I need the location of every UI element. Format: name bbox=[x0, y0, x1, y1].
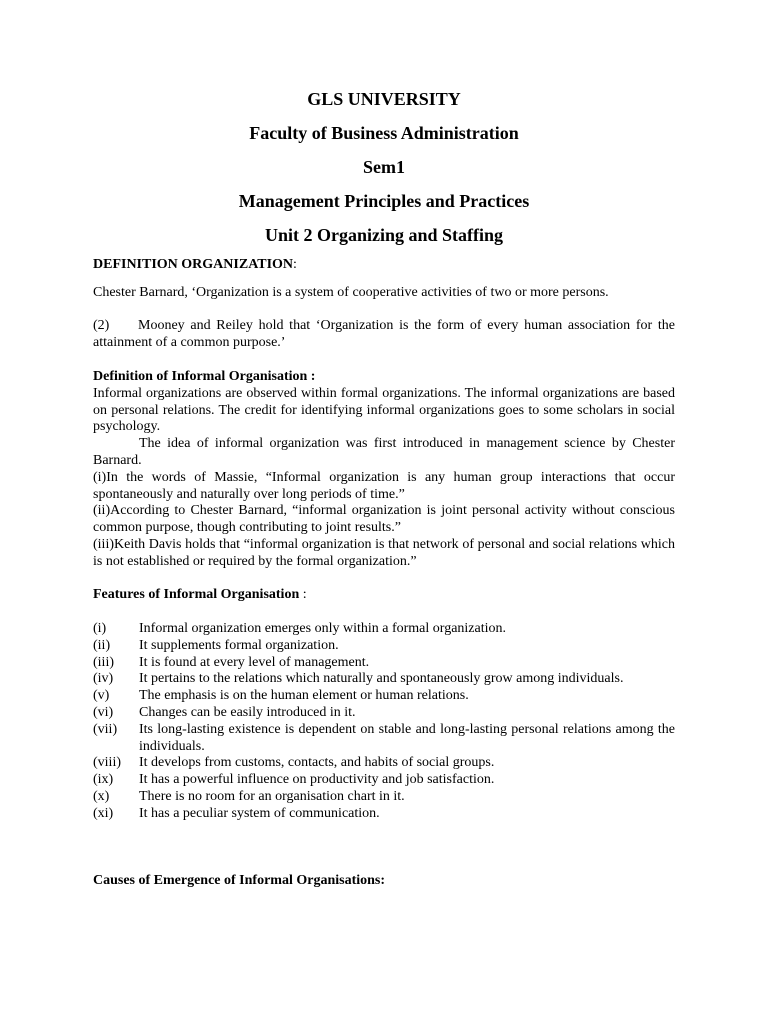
definition-heading: DEFINITION ORGANIZATION bbox=[93, 257, 294, 272]
features-heading-line bbox=[93, 587, 675, 604]
item-text: It supplements formal organization. bbox=[139, 637, 339, 653]
item-text: Its long-lasting existence is dependent on stable and long-lasting personal relations among the individuals. bbox=[139, 721, 675, 754]
item-text: It has a peculiar system of communication. bbox=[139, 805, 380, 821]
item-number: (v) bbox=[93, 688, 110, 704]
list-item bbox=[93, 755, 675, 772]
list-item bbox=[93, 638, 675, 655]
list-item bbox=[93, 671, 675, 688]
features-heading: Features of Informal Organisation bbox=[93, 587, 300, 602]
item-text: Changes can be easily introduced in it. bbox=[139, 704, 356, 720]
faculty-title: Faculty of Business Administration bbox=[249, 123, 519, 143]
item-number: (iv) bbox=[93, 671, 114, 687]
item-text: It pertains to the relations which naturally and spontaneously grow among individuals. bbox=[139, 671, 624, 687]
features-heading-colon: : bbox=[299, 587, 307, 602]
features-list bbox=[93, 621, 675, 823]
list-item bbox=[93, 688, 675, 705]
item-number: (ii) bbox=[93, 637, 111, 653]
item-text: Informal organization emerges only within a formal organization. bbox=[139, 621, 507, 636]
informal-paragraph-2-text: The idea of informal organization was first introduced in management science by Chester Barnard. bbox=[93, 436, 675, 468]
list-item bbox=[93, 621, 675, 638]
massie-quote: (i)In the words of Massie, “Informal organization is any human group interactions that occur spontaneously and naturally over long periods of time.” bbox=[93, 469, 675, 502]
item-number: (viii) bbox=[93, 755, 121, 771]
definition-heading-colon: : bbox=[293, 257, 297, 272]
item-text: It has a powerful influence on productivity and job satisfaction. bbox=[139, 772, 495, 788]
informal-definition-section bbox=[93, 369, 675, 571]
list-item bbox=[93, 772, 675, 789]
chester-definition: Chester Barnard, ‘Organization is a system of cooperative activities of two or more persons. bbox=[93, 285, 609, 300]
list-item bbox=[93, 806, 675, 823]
mooney-text: Mooney and Reiley hold that ‘Organization is the form of every human association for the attainment of a common purpose.’ bbox=[93, 318, 675, 350]
barnard-quote: (ii)According to Chester Barnard, “informal organization is joint personal activity without conscious common purpose, though contributing to joint results.” bbox=[93, 503, 675, 536]
list-item bbox=[93, 789, 675, 806]
list-item bbox=[93, 655, 675, 672]
mooney-definition bbox=[93, 318, 675, 352]
semester-title: Sem1 bbox=[363, 157, 405, 177]
causes-heading: Causes of Emergence of Informal Organisations: bbox=[93, 873, 386, 888]
item-number: (vii) bbox=[93, 721, 118, 737]
item-number: (x) bbox=[93, 788, 110, 804]
item-number: (ix) bbox=[93, 772, 114, 788]
item-number: (iii) bbox=[93, 654, 114, 670]
informal-heading: Definition of Informal Organisation : bbox=[93, 369, 316, 384]
item-text: It is found at every level of management. bbox=[139, 654, 370, 670]
university-title: GLS UNIVERSITY bbox=[307, 89, 461, 109]
unit-title: Unit 2 Organizing and Staffing bbox=[264, 225, 504, 245]
informal-paragraph-2 bbox=[93, 436, 675, 470]
davis-quote: (iii)Keith Davis holds that “informal organization is that network of personal and social relations which is not established or required by the formal organization.” bbox=[93, 536, 675, 569]
mooney-number: (2) bbox=[93, 318, 110, 333]
item-number: (vi) bbox=[93, 704, 114, 720]
list-item bbox=[93, 722, 675, 756]
course-title: Management Principles and Practices bbox=[238, 191, 530, 211]
item-number: (i) bbox=[93, 621, 107, 636]
item-text: There is no room for an organisation chart in it. bbox=[139, 788, 405, 804]
informal-paragraph-1: Informal organizations are observed within formal organizations. The informal organizations are based on personal relations. The credit for identifying informal organizations goes to some scholars in social psychology. bbox=[93, 385, 675, 435]
item-number: (xi) bbox=[93, 805, 114, 821]
definition-heading-line bbox=[93, 257, 675, 274]
item-text: It develops from customs, contacts, and habits of social groups. bbox=[139, 755, 495, 771]
item-text: The emphasis is on the human element or human relations. bbox=[139, 688, 469, 704]
list-item bbox=[93, 705, 675, 722]
